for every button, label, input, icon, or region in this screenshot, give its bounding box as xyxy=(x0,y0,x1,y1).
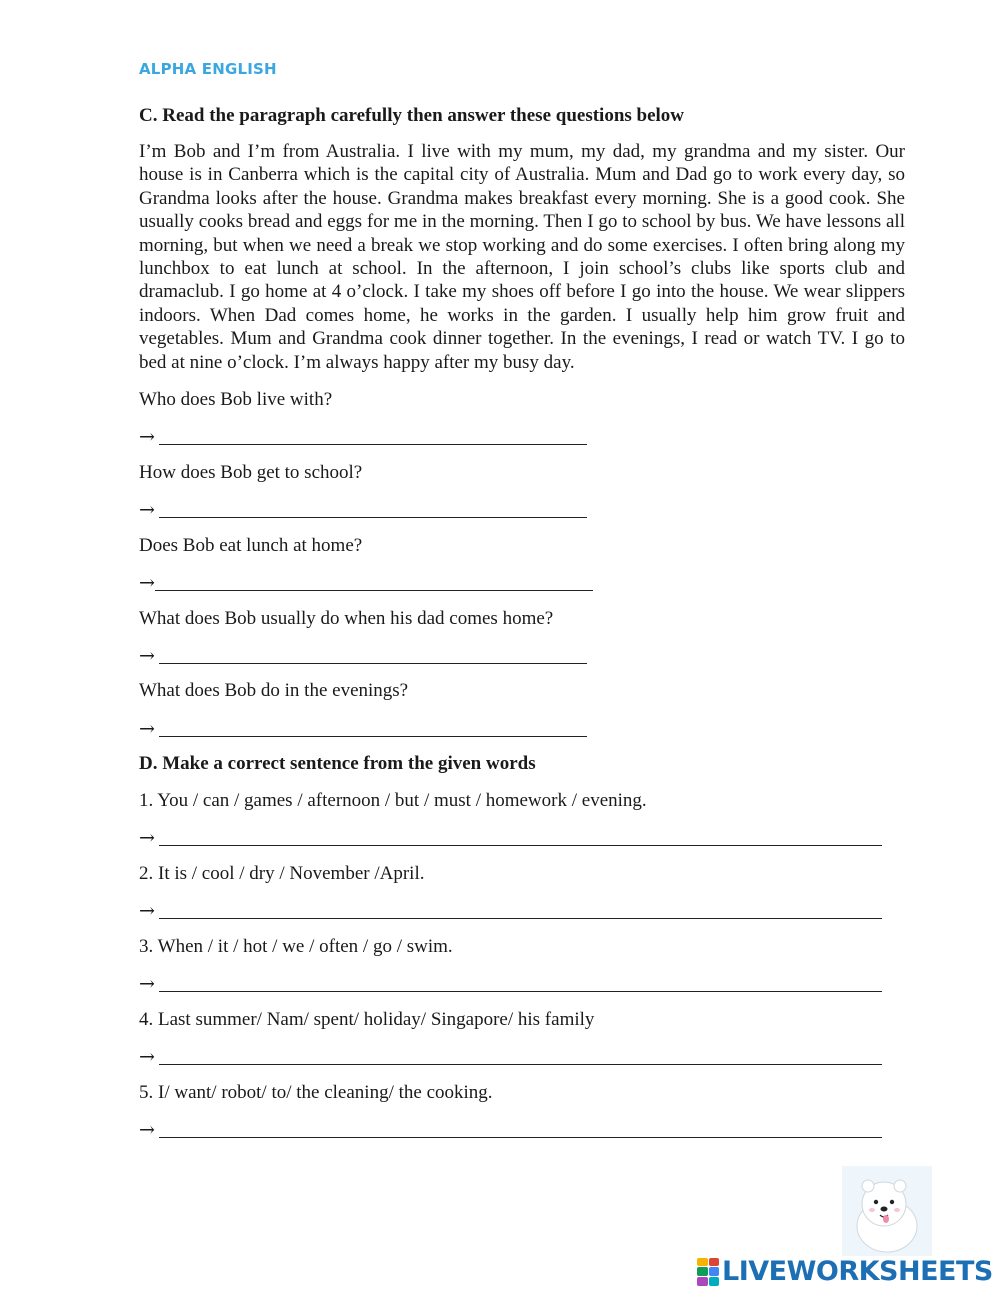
liveworksheets-logo xyxy=(697,1256,993,1287)
answer-2[interactable] xyxy=(139,497,587,521)
answer-3[interactable] xyxy=(139,570,593,594)
reading-paragraph: I’m Bob and I’m from Australia. I live with my mum, my dad, my grandma and my sister. Our house is in Canberra which is the capital city of Australia. Mum and Dad go to work every day, so Grandma looks after the house. Grandma makes breakfast every morning. She is a good cook. She usually cooks bread and eggs for me in the morning. Then I go to school by bus. We have lessons all morning, but when we need a break we stop working and do some exercises. I often bring along my lunchbox to eat lunch at school. In the afternoon, I join school’s clubs like sports club and dramaclub. I go home at 4 o’clock. I take my shoes off before I go into the house. We wear slippers indoors. When Dad comes home, he works in the garden. I usually help him grow fruit and vegetables. Mum and Grandma cook dinner together. In the evenings, I read or watch TV. I go to bed at nine o’clock. I’m always happy after my busy day. xyxy=(139,141,905,373)
question-4: What does Bob usually do when his dad comes home? xyxy=(139,608,554,629)
arrow-icon: → xyxy=(139,827,155,849)
sentence-answer-3[interactable] xyxy=(139,971,882,995)
arrow-icon: → xyxy=(139,1046,155,1068)
answer-line[interactable] xyxy=(159,722,587,737)
question-5: What does Bob do in the evenings? xyxy=(139,680,409,701)
arrow-icon: → xyxy=(139,900,155,922)
sentence-item-4: 4. Last summer/ Nam/ spent/ holiday/ Singapore/ his family xyxy=(139,1009,595,1030)
arrow-icon: → xyxy=(139,718,155,740)
sentence-answer-5[interactable] xyxy=(139,1117,882,1141)
arrow-icon: → xyxy=(139,1119,155,1141)
sentence-item-1: 1. You / can / games / afternoon / but / must / homework / evening. xyxy=(139,790,647,811)
section-c-heading: C. Read the paragraph carefully then answer these questions below xyxy=(139,105,685,126)
answer-line[interactable] xyxy=(159,503,587,518)
answer-line[interactable] xyxy=(159,1050,882,1065)
question-1: Who does Bob live with? xyxy=(139,389,333,410)
sentence-answer-4[interactable] xyxy=(139,1044,882,1068)
logo-badge-icon xyxy=(697,1258,719,1286)
answer-1[interactable] xyxy=(139,424,587,448)
bear-mascot-icon xyxy=(842,1166,932,1256)
question-2: How does Bob get to school? xyxy=(139,462,363,483)
arrow-icon: → xyxy=(139,426,155,448)
answer-line[interactable] xyxy=(159,904,882,919)
sentence-item-2: 2. It is / cool / dry / November /April. xyxy=(139,863,425,884)
question-3: Does Bob eat lunch at home? xyxy=(139,535,363,556)
brand-title: ALPHA ENGLISH xyxy=(139,60,277,78)
arrow-icon: → xyxy=(139,572,155,594)
section-d-heading: D. Make a correct sentence from the given words xyxy=(139,753,536,774)
arrow-icon: → xyxy=(139,645,155,667)
sentence-item-5: 5. I/ want/ robot/ to/ the cleaning/ the cooking. xyxy=(139,1082,493,1103)
sentence-item-3: 3. When / it / hot / we / often / go / swim. xyxy=(139,936,453,957)
answer-line[interactable] xyxy=(159,831,882,846)
answer-line[interactable] xyxy=(159,649,587,664)
answer-5[interactable] xyxy=(139,716,587,740)
arrow-icon: → xyxy=(139,499,155,521)
answer-line[interactable] xyxy=(155,576,593,591)
answer-line[interactable] xyxy=(159,430,587,445)
arrow-icon: → xyxy=(139,973,155,995)
sentence-answer-2[interactable] xyxy=(139,898,882,922)
answer-line[interactable] xyxy=(159,977,882,992)
logo-text: LIVEWORKSHEETS xyxy=(722,1256,993,1287)
answer-4[interactable] xyxy=(139,643,587,667)
sentence-answer-1[interactable] xyxy=(139,825,882,849)
answer-line[interactable] xyxy=(159,1123,882,1138)
